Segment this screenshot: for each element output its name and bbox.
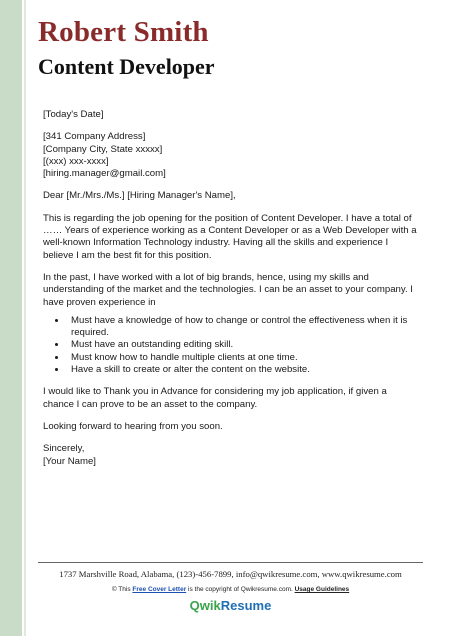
signature-block: [43, 443, 420, 468]
paragraph-closing-remark: Looking forward to hearing from you soon.: [43, 420, 223, 432]
sidebar-accent: [0, 0, 22, 636]
letter-date: [Today's Date]: [43, 109, 104, 120]
paragraph-intro: This is regarding the job opening for the position of Content Developer. I have a total of …… Years of experience working as a Content Developer or as a Web Developer with a well-known Information Technology industry. Having all the skills and experience I believe I am the best fit for this position.: [43, 212, 417, 261]
address-line: [(xxx) xxx-xxxx]: [43, 155, 109, 167]
list-item: • Must have a knowledge of how to change or control the effectiveness when it is required.: [67, 315, 420, 340]
signature-name: [Your Name]: [43, 455, 96, 467]
address-line: [hiring.manager@gmail.com]: [43, 168, 166, 180]
list-item: • Must have an outstanding editing skill.: [67, 339, 420, 351]
logo-resume: Resume: [220, 598, 272, 613]
paragraph-experience: In the past, I have worked with a lot of big brands, hence, using my skills and understanding of the market and the technologies. I can be an asset to your company. I have proven experience in: [43, 271, 413, 308]
salutation: Dear [Mr./Mrs./Ms.] [Hiring Manager's Name],: [43, 190, 236, 202]
footer-divider: [38, 562, 423, 563]
copyright-middle: is the copyright of Qwikresume.com.: [186, 586, 295, 593]
qwikresume-logo[interactable]: [38, 598, 423, 613]
usage-guidelines-link[interactable]: Usage Guidelines: [294, 586, 350, 593]
address-line: [341 Company Address]: [43, 131, 146, 143]
applicant-job-title: Content Developer: [38, 54, 215, 79]
sidebar-accent-line: [24, 0, 26, 636]
list-item: • Have a skill to create or alter the content on the website.: [67, 364, 420, 376]
paragraph-thanks: I would like to Thank you in Advance for considering my job application, if given a chance I can prove to be an asset to the company.: [43, 386, 387, 410]
copyright-prefix: © This: [111, 586, 133, 593]
logo-qwik: Qwik: [189, 598, 221, 613]
address-line: [Company City, State xxxxx]: [43, 143, 163, 155]
skills-list: [43, 315, 420, 376]
free-cover-letter-link[interactable]: Free Cover Letter: [132, 586, 187, 593]
footer-contact: 1737 Marshville Road, Alabama, (123)-456-7899, info@qwikresume.com, www.qwikresume.com: [59, 569, 402, 579]
copyright-notice: [38, 586, 423, 593]
letter-body: [43, 109, 420, 468]
closing: Sincerely,: [43, 443, 85, 455]
recipient-address: [43, 131, 420, 180]
list-item: • Must know how to handle multiple clients at one time.: [67, 352, 420, 364]
applicant-name: Robert Smith: [38, 16, 209, 48]
